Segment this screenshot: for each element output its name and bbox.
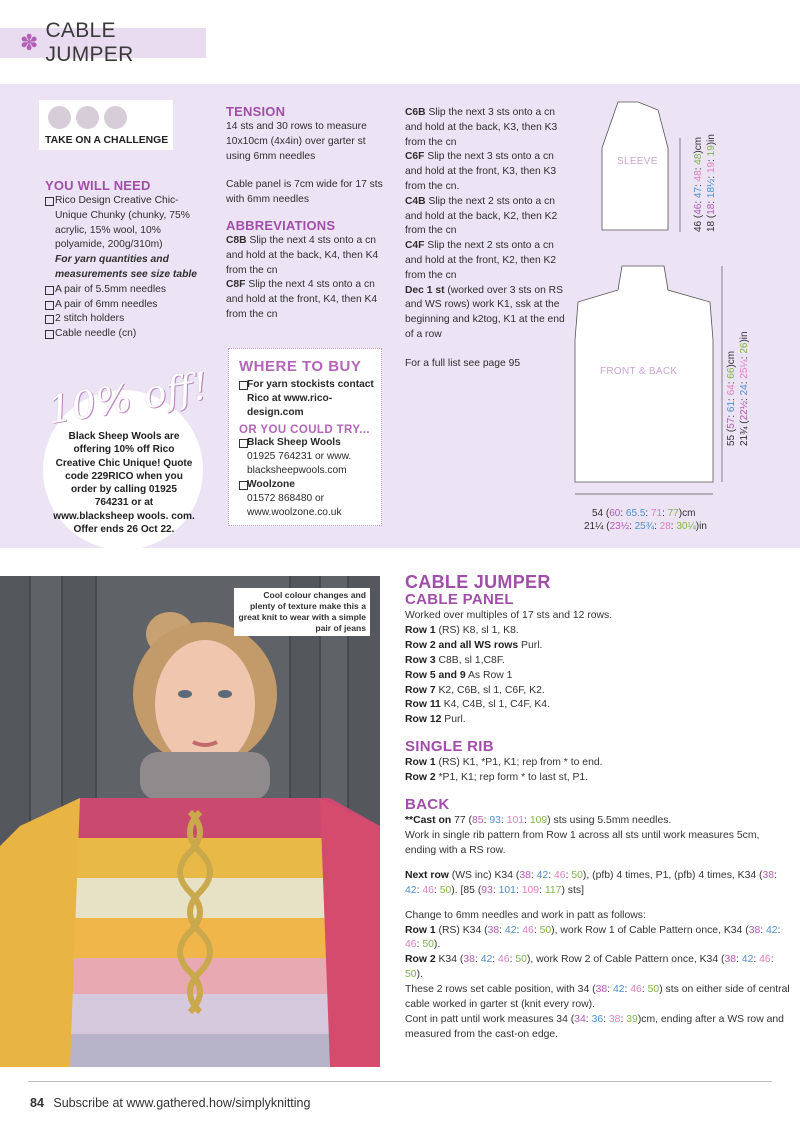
change-needles-instruction: Change to 6mm needles and work in patt as follows:: [405, 909, 646, 921]
tension-heading: TENSION: [226, 104, 286, 119]
section-header: [0, 19, 206, 66]
list-item: 2 stitch holders: [45, 312, 205, 327]
sleeve-label: SLEEVE: [617, 156, 658, 167]
single-rib-heading: SINGLE RIB: [405, 738, 494, 756]
pattern-row: Row 1 (RS) K8, sl 1, K8.: [405, 624, 519, 636]
rib-instruction: Work in single rib pattern from Row 1 across all sts until work measures 5cm, ending with a RS row.: [405, 829, 760, 856]
body-length-measurement-cm: 55 (57: 61: 64: 66)cm: [726, 350, 737, 446]
where-to-buy-box: [228, 348, 382, 526]
promo-text: Black Sheep Wools are offering 10% off Rico Creative Chic Unique! Quote code 229RICO when you order by calling 01925 764231 or at www.blacksheep wools. com. Offer ends 26 Oct 22.: [53, 431, 195, 536]
pattern-title: CABLE JUMPER: [405, 572, 551, 592]
stockists-info: For yarn stockists contact Rico at www.rico-design.com: [239, 378, 381, 420]
alternatives-heading: OR YOU COULD TRY...: [239, 424, 370, 436]
list-item: A pair of 5.5mm needles: [45, 283, 205, 298]
discount-promo: [43, 363, 212, 550]
pattern-row: Row 12 Purl.: [405, 714, 466, 726]
yarn-ball-icon: [48, 106, 71, 129]
pattern-row: Row 1 (RS) K34 (38: 42: 46: 50), work Row 1 of Cable Pattern once, K34 (38: 42: 46: 50).: [405, 924, 781, 951]
full-list-note: For a full list see page 95: [405, 357, 521, 369]
flower-icon: ✽: [20, 30, 39, 55]
where-to-buy-heading: WHERE TO BUY: [239, 358, 362, 375]
abbreviation-item: C8F Slip the next 4 sts onto a cn and hold at the front, K4, then K4 from the cn: [226, 279, 378, 320]
body-width-measurement-cm: 54 (60: 65.5: 71: 77)cm: [592, 508, 696, 519]
schematic-diagram: [560, 90, 800, 540]
abbreviation-item: Dec 1 st (worked over 3 sts on RS and WS rows) work K1, ssk at the beginning and k2tog, K1 at the end of a row: [405, 284, 565, 340]
you-will-need: [45, 178, 205, 342]
pattern-row: Row 2 and all WS rows Purl.: [405, 639, 543, 651]
body-length-measurement-in: 21¾ (22½: 24: 25¼: 26)in: [739, 331, 750, 446]
difficulty-badge: [39, 100, 173, 150]
cast-on-instruction: **Cast on 77 (85: 93: 101: 109) sts using 5.5mm needles.: [405, 815, 672, 827]
pattern-row: Row 2 *P1, K1; rep form * to last st, P1.: [405, 772, 589, 784]
pattern-row: Row 7 K2, C6B, sl 1, C6F, K2.: [405, 684, 545, 696]
you-will-need-heading: YOU WILL NEED: [45, 178, 151, 193]
footer-divider: [28, 1081, 772, 1082]
abbreviations-continued: [405, 106, 565, 372]
photo-illustration: [0, 576, 380, 1067]
pattern-row: Row 3 C8B, sl 1,C8F.: [405, 654, 505, 666]
abbreviation-item: C4F Slip the next 2 sts onto a cn and hold at the front, K2, then K2 from the cn: [405, 240, 557, 281]
continue-instruction: Cont in patt until work measures 34 (34: 36: 38: 39)cm, ending after a WS row and measured from the cast-on edge.: [405, 1013, 784, 1040]
abbreviation-item: C6F Slip the next 3 sts onto a cn and hold at the front, K3, then K3 from the cn.: [405, 151, 557, 192]
page-number: 84: [30, 1096, 44, 1110]
cable-panel-intro: Worked over multiples of 17 sts and 12 rows.: [405, 610, 613, 621]
tension-text: 14 sts and 30 rows to measure 10x10cm (4x4in) over garter st using 6mm needles: [226, 121, 367, 162]
cable-panel-width: Cable panel is 7cm wide for 17 sts with 6mm needles: [226, 179, 383, 206]
difficulty-label: TAKE ON A CHALLENGE: [45, 135, 169, 146]
pattern-instructions: [405, 573, 790, 1043]
next-row-instruction: Next row (WS inc) K34 (38: 42: 46: 50), (pfb) 4 times, P1, (pfb) 4 times, K34 (38: 42: 46: 50). [85 (93: 101: 109: 117) sts]: [405, 869, 777, 896]
yarn-ball-icon: [104, 106, 127, 129]
front-back-label: FRONT & BACK: [600, 366, 678, 377]
shop-name: Woolzone: [239, 478, 381, 492]
page-footer: [30, 1096, 310, 1110]
shop-details: 01572 868480 or www.woolzone.co.uk: [247, 493, 342, 518]
tension-section: [226, 104, 386, 323]
list-item: Rico Design Creative Chic-Unique Chunky (chunky, 75% acrylic, 15% wool, 10% polyamide, 200g/310m): [45, 194, 205, 253]
pattern-row: Row 5 and 9 As Row 1: [405, 669, 513, 681]
list-item: Cable needle (cn): [45, 327, 205, 342]
sleeve-measurement-in: 18 (18: 18½: 19: 19)in: [706, 134, 717, 232]
yarn-ball-icon: [76, 106, 99, 129]
pattern-row: Row 11 K4, C4B, sl 1, C4F, K4.: [405, 699, 550, 711]
abbreviations-heading: ABBREVIATIONS: [226, 217, 336, 233]
abbreviation-item: C6B Slip the next 3 sts onto a cn and hold at the back, K3, then K3 from the cn: [405, 107, 558, 148]
list-item: A pair of 6mm needles: [45, 298, 205, 313]
subscribe-text: Subscribe at www.gathered.how/simplyknitting: [53, 1096, 311, 1110]
sleeve-measurement-cm: 46 (46: 47: 48: 48)cm: [693, 136, 704, 232]
abbreviation-item: C8B Slip the next 4 sts onto a cn and hold at the back, K4, then K4 from the cn: [226, 234, 379, 276]
abbreviation-item: C4B Slip the next 2 sts onto a cn and hold at the back, K2, then K2 from the cn: [405, 195, 558, 237]
yarn-note: For yarn quantities and measurements see size table: [55, 254, 197, 280]
cable-panel-heading: CABLE PANEL: [405, 591, 514, 608]
promo-headline: 10% off!: [44, 363, 212, 433]
cable-position-note: These 2 rows set cable position, with 34 (38: 42: 46: 50) sts on either side of central cable worked in garter st (knit every row).: [405, 984, 790, 1011]
back-heading: BACK: [405, 796, 450, 814]
shop-name: Black Sheep Wools: [239, 436, 381, 450]
section-title: CABLE JUMPER: [45, 19, 134, 66]
shop-details: 01925 764231 or www. blacksheepwools.com: [247, 451, 352, 476]
photo-caption: Cool colour changes and plenty of texture make this a great knit to wear with a simple pair of jeans: [234, 588, 370, 636]
pattern-row: Row 1 (RS) K1, *P1, K1; rep from * to end.: [405, 757, 603, 769]
model-photo: [0, 576, 380, 1067]
pattern-row: Row 2 K34 (38: 42: 46: 50), work Row 2 of Cable Pattern once, K34 (38: 42: 46: 50).: [405, 954, 774, 981]
body-width-measurement-in: 21¼ (23½: 25¾: 28: 30¼)in: [584, 521, 707, 532]
